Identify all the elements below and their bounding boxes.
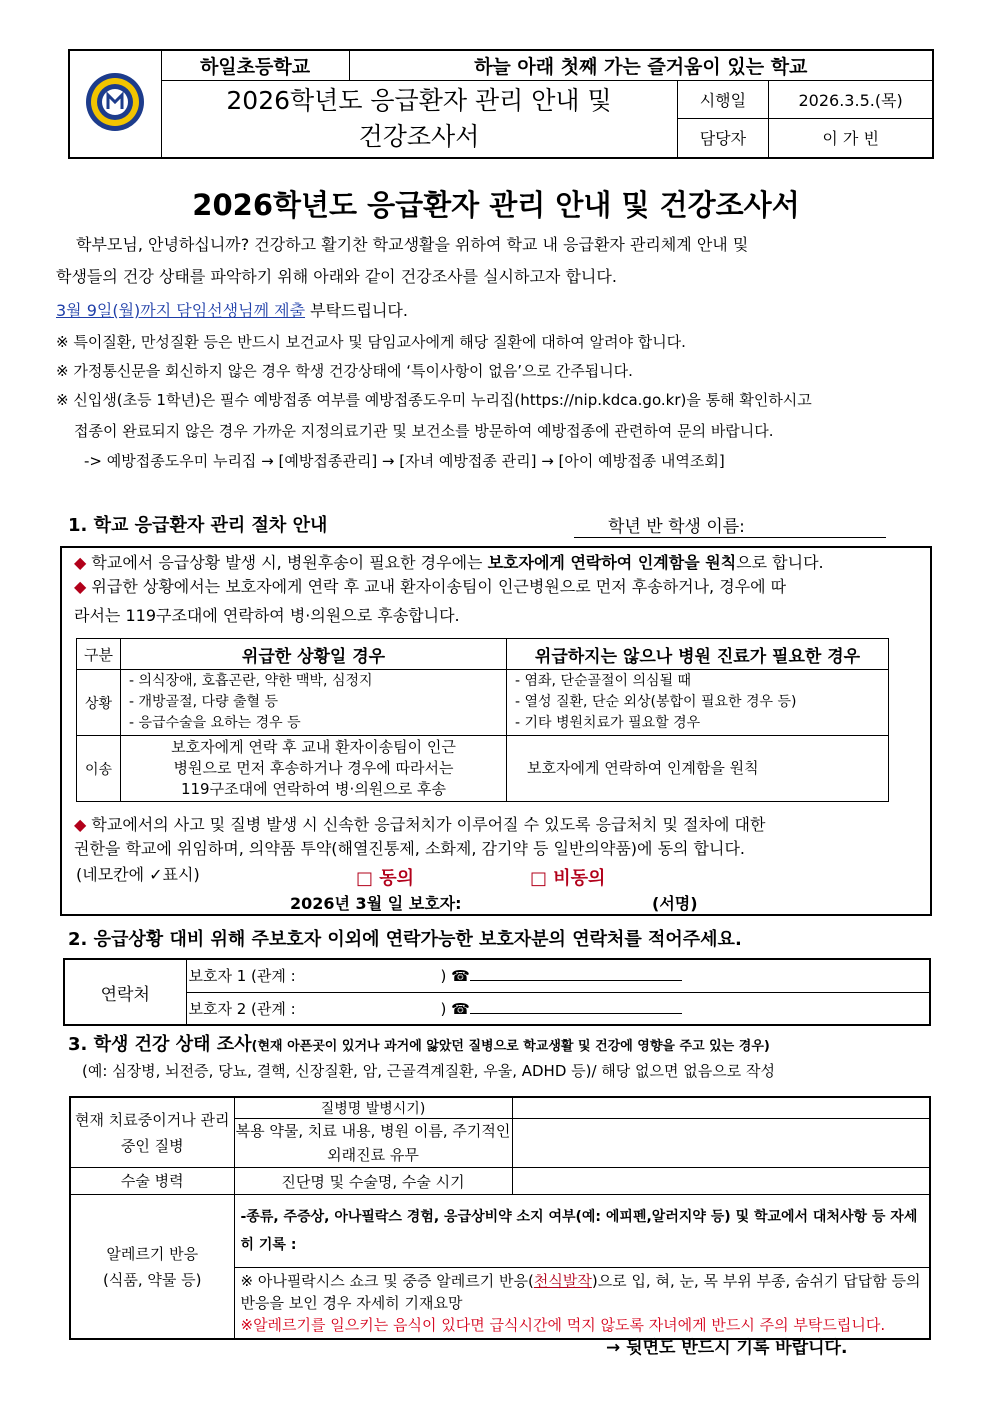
disease-name-input[interactable] xyxy=(512,1097,930,1119)
disagree-checkbox[interactable]: □ 비동의 xyxy=(530,868,606,889)
section-2-title: 2. 응급상황 대비 위해 주보호자 이외에 연락가능한 보호자분의 연락처를 적어주세요. xyxy=(68,929,742,950)
intro-line-1: 학부모님, 안녕하십니까? 건강하고 활기찬 학교생활을 위하여 학교 내 응급환자 관리체계 안내 및 xyxy=(76,235,749,254)
page-title: 2026학년도 응급환자 관리 안내 및 건강조사서 xyxy=(192,188,800,222)
bullet-2b: 라서는 119구조대에 연락하여 병·의원으로 후송합니다. xyxy=(74,606,460,625)
note-2: ※ 가정통신문을 회신하지 않은 경우 학생 건강상태에 ‘특이사항이 없음’으로 간주됩니다. xyxy=(56,362,633,380)
allergy-note: ※ 아나필락시스 쇼크 및 중증 알레르기 반응(천식발작)으로 입, 혀, 눈, 목 부위 부종, 숨쉬기 답답함 등의 반응을 보인 경우 자세히 기재요망 ※알레르기를 일으키는 음식이 있다면 급식시간에 먹지 않도록 자녀에게 반드시 주의 부탁드립니다. xyxy=(234,1268,930,1340)
contact-table xyxy=(63,958,931,1026)
date-value: 2026.3.5.(목) xyxy=(769,81,932,119)
header-info xyxy=(677,80,933,158)
section-3-title-line xyxy=(68,1030,770,1056)
health-survey-table xyxy=(69,1096,931,1340)
header-doc-title: 2026학년도 응급환자 관리 안내 및 건강조사서 xyxy=(161,80,677,158)
school-logo-cell xyxy=(69,50,161,158)
table-header-category: 구분 xyxy=(77,639,121,670)
surgery-input[interactable] xyxy=(512,1168,930,1195)
treatment-hint: 복용 약물, 치료 내용, 병원 이름, 주기적인 외래진료 유무 xyxy=(234,1119,512,1168)
deadline-rest: 부탁드립니다. xyxy=(305,301,408,320)
section-3-title: 3. 학생 건강 상태 조사 xyxy=(68,1034,252,1055)
check-hint: (네모칸에 ✓표시) xyxy=(76,865,200,884)
surgery-hint: 진단명 및 수술명, 수술 시기 xyxy=(234,1168,512,1195)
non-urgent-situations: - 염좌, 단순골절이 의심될 때 - 열성 질환, 단순 외상(봉합이 필요한 경우 등) - 기타 병원치료가 필요할 경우 xyxy=(507,670,889,736)
school-motto: 하늘 아래 첫째 가는 즐거움이 있는 학교 xyxy=(349,50,933,80)
guardian-1-row[interactable]: 보호자 1 (관계 : ) ☎ xyxy=(186,959,930,992)
bullet-3b: 권한을 학교에 위임하며, 의약품 투약(해열진통제, 소화제, 감기약 등 일반의약품)에 동의 합니다. xyxy=(74,839,746,858)
current-disease-label: 현재 치료중이거나 관리중인 질병 xyxy=(70,1097,234,1168)
contact-label: 연락처 xyxy=(64,959,186,1025)
bullet-1: ◆ 학교에서 응급상황 발생 시, 병원후송이 필요한 경우에는 보호자에게 연락하여 인계함을 원칙으로 합니다. xyxy=(74,553,824,572)
allergy-input[interactable]: -종류, 주증상, 아나필락스 경험, 응급상비약 소지 여부(예: 에피펜,알러지약 등) 및 학교에서 대처사항 등 자세히 기록 : xyxy=(234,1195,930,1268)
urgent-transport: 보호자에게 연락 후 교내 환자이송팀이 인근 병원으로 먼저 후송하거나 경우에 따라서는 119구조대에 연락하여 병·의원으로 후송 xyxy=(121,736,507,802)
document-header xyxy=(68,49,934,159)
bullet-2a: ◆ 위급한 상황에서는 보호자에게 연락 후 교내 환자이송팀이 인근병원으로 먼저 후송하거나, 경우에 따 xyxy=(74,577,787,596)
footer-note: → 뒷면도 반드시 기록 바랍니다. xyxy=(606,1338,848,1358)
row-transport-label: 이송 xyxy=(77,736,121,802)
student-name-field[interactable]: 학년 반 학생 이름: xyxy=(574,512,886,538)
signature-label: (서명) xyxy=(652,894,698,913)
section-1-title: 1. 학교 응급환자 관리 절차 안내 xyxy=(68,515,328,536)
guardian-2-row[interactable]: 보호자 2 (관계 : ) ☎ xyxy=(186,992,930,1025)
emergency-table xyxy=(76,638,889,802)
school-emblem-icon xyxy=(84,71,146,133)
note-1: ※ 특이질환, 만성질환 등은 반드시 보건교사 및 담임교사에게 해당 질환에 대하여 알려야 합니다. xyxy=(56,333,686,351)
urgent-situations: - 의식장애, 호흡곤란, 약한 맥박, 심정지 - 개방골절, 다량 출혈 등 - 응급수술을 요하는 경우 등 xyxy=(121,670,507,736)
section-3-example: (예: 심장병, 뇌전증, 당뇨, 결핵, 신장질환, 암, 근골격계질환, 우울, ADHD 등)/ 해당 없으면 없음으로 작성 xyxy=(82,1062,775,1080)
diamond-icon: ◆ xyxy=(74,577,87,596)
row-situation-label: 상황 xyxy=(77,670,121,736)
deadline-text: 3월 9일(월)까지 담임선생님께 제출 xyxy=(56,301,306,320)
agree-checkbox[interactable]: □ 동의 xyxy=(356,868,415,889)
signature-date-line[interactable]: 2026년 3월 일 보호자: xyxy=(290,894,462,913)
school-name: 하일초등학교 xyxy=(161,50,349,80)
date-label: 시행일 xyxy=(678,81,769,119)
section-3-title-note: (현재 아픈곳이 있거나 과거에 앓았던 질병으로 학교생활 및 건강에 영향을 주고 있는 경우) xyxy=(251,1039,770,1054)
diamond-icon: ◆ xyxy=(74,815,87,834)
diamond-icon: ◆ xyxy=(74,553,87,572)
allergy-label: 알레르기 반응 (식품, 약물 등) xyxy=(70,1195,234,1340)
treatment-input[interactable] xyxy=(512,1119,930,1168)
non-urgent-transport: 보호자에게 연락하여 인계함을 원칙 xyxy=(507,736,889,802)
surgery-label: 수술 병력 xyxy=(70,1168,234,1195)
manager-label: 담당자 xyxy=(678,119,769,157)
disease-name-hint: 질병명 발병시기) xyxy=(234,1097,512,1119)
note-3b: 접종이 완료되지 않은 경우 가까운 지정의료기관 및 보건소를 방문하여 예방접종에 관련하여 문의 바랍니다. xyxy=(74,422,774,440)
bullet-3a: ◆ 학교에서의 사고 및 질병 발생 시 신속한 응급처치가 이루어질 수 있도록 응급처치 및 절차에 대한 xyxy=(74,815,766,834)
manager-value: 이 가 빈 xyxy=(769,119,932,157)
allergy-warning: ※알레르기를 일으키는 음식이 있다면 급식시간에 먹지 않도록 자녀에게 반드시 주의 부탁드립니다. xyxy=(240,1316,886,1334)
table-header-urgent: 위급한 상황일 경우 xyxy=(121,639,507,670)
vaccine-path: -> 예방접종도우미 누리집 → [예방접종관리] → [자녀 예방접종 관리] → [아이 예방접종 내역조회] xyxy=(84,452,725,470)
intro-line-2: 학생들의 건강 상태를 파악하기 위해 아래와 같이 건강조사를 실시하고자 합니다. xyxy=(56,267,617,286)
table-header-non-urgent: 위급하지는 않으나 병원 진료가 필요한 경우 xyxy=(507,639,889,670)
deadline-line xyxy=(56,296,408,326)
note-3a: ※ 신입생(초등 1학년)은 필수 예방접종 여부를 예방접종도우미 누리집(https://nip.kdca.go.kr)을 통해 확인하시고 xyxy=(56,391,812,409)
